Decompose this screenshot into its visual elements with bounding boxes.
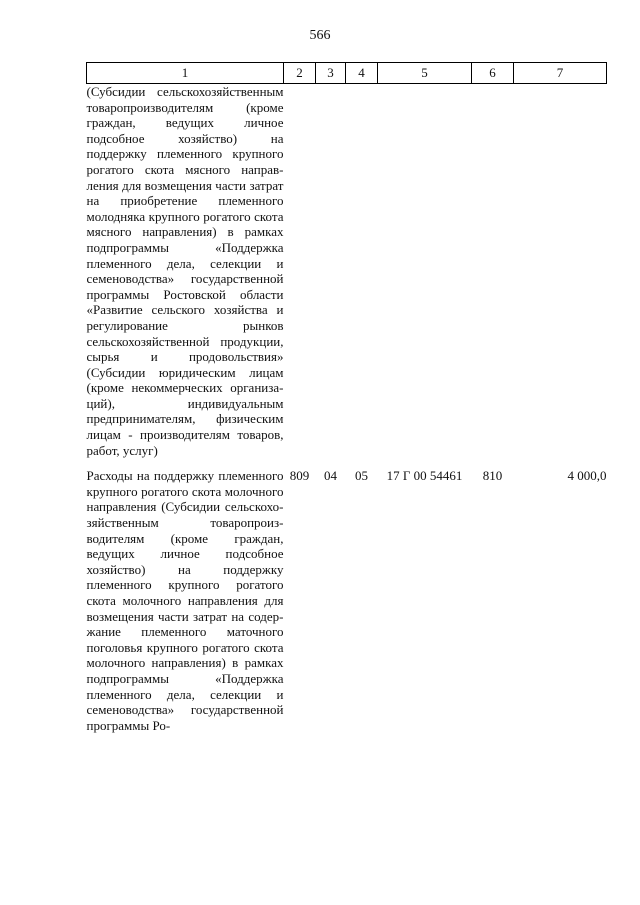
row-col-2: 809 <box>289 468 310 484</box>
row-col-4 <box>346 84 378 459</box>
row-col-3 <box>316 84 346 459</box>
header-col-1: 1 <box>87 63 284 84</box>
page-number: 566 <box>309 28 331 43</box>
row-col-3: 04 <box>324 468 337 484</box>
table-row <box>87 84 607 459</box>
row-description: (Субсидии сельскохозяйственным товаропроизводителям (кроме граждан, ведущих личное подсобное хозяйство) на поддержку племенного крупного рогатого скота мясного направления для возмещения части затрат на приобретение племенного молодняка крупного рогатого скота мясного направления) в рамках подпрограммы «Поддержка племенного дела, селекции и семеноводства» государственной программы Ростовской области «Развитие сельского хозяйства и регулирование рынков сельскохозяйственной продукции, сырья и продовольствия» (Субсидии юридическим лицам (кроме некоммерческих организаций), индивидуальным предпринимателям, физическим лицам - производителям товаров, работ, услуг) <box>86 84 284 458</box>
row-spacer <box>87 458 607 468</box>
row-col-7: 4 000,0 <box>567 468 607 484</box>
header-col-3: 3 <box>316 63 346 84</box>
row-col-6: 810 <box>482 468 503 484</box>
row-col-5: 17 Г 00 54461 <box>386 468 463 484</box>
header-col-4: 4 <box>346 63 378 84</box>
row-col-6 <box>472 84 514 459</box>
header-col-5: 5 <box>378 63 472 84</box>
row-col-4: 05 <box>355 468 368 484</box>
table-header-row <box>87 63 607 84</box>
row-description: Расходы на поддержку племенного крупного рогатого скота молочного направления (Субсидии сельскохозяйственным товаропроизводителям (кроме граждан, ведущих личное подсобное хозяйство) на поддержку племенного крупного рогатого скота молочного направления для возмещения части затрат на содержание племенного маточного поголовья крупного рогатого скота молочного направления) в рамках подпрограммы «Поддержка племенного дела, селекции и семеноводства» государственной программы Ро- <box>86 468 284 733</box>
row-col-2 <box>284 84 316 459</box>
header-col-7: 7 <box>514 63 607 84</box>
table-row <box>87 468 607 733</box>
row-col-5 <box>378 84 472 459</box>
header-col-6: 6 <box>472 63 514 84</box>
budget-table <box>86 62 607 733</box>
row-col-7 <box>514 84 607 459</box>
header-col-2: 2 <box>284 63 316 84</box>
